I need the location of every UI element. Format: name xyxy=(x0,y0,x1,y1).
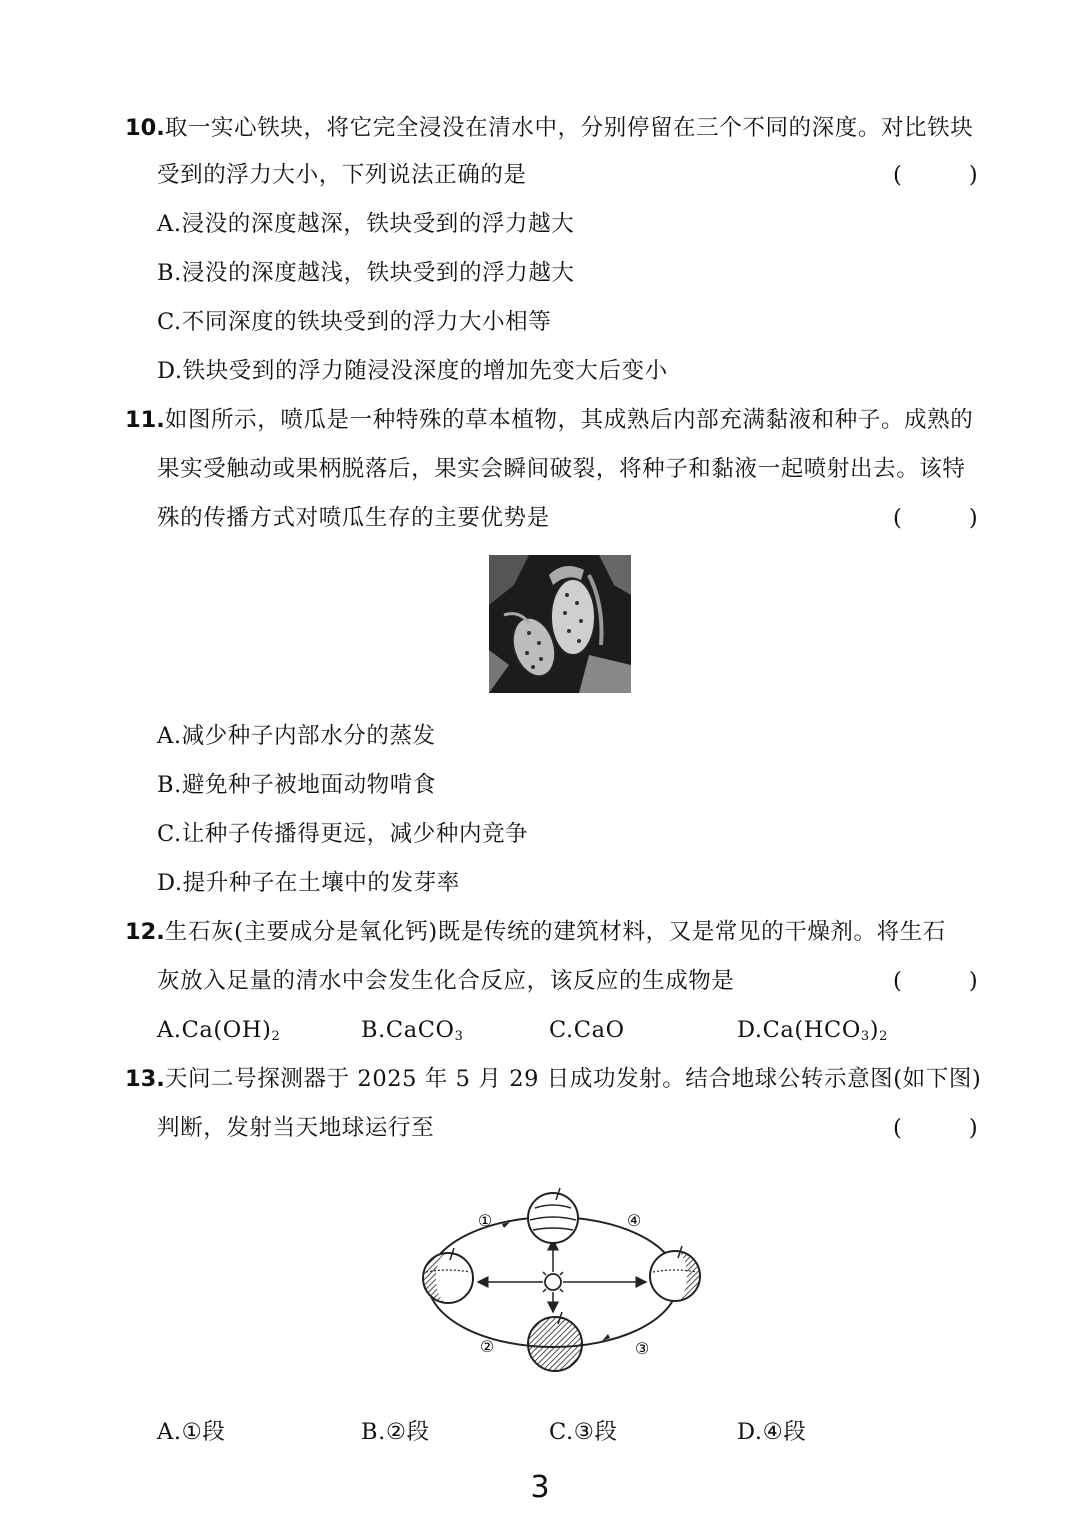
q12-option-d: $D.Ca(HCO_3)_2$ xyxy=(737,1017,889,1044)
q12-option-b: B.CaCO$_3$ xyxy=(361,1017,464,1044)
q13-stem-line2: 判断，发射当天地球运行至 xyxy=(157,1115,435,1141)
q13-option-b: B.②段 xyxy=(361,1419,430,1445)
orbit-label-4: ④ xyxy=(626,1211,642,1230)
q12-answer-paren: ( ) xyxy=(893,968,1008,994)
q13-option-a: A.①段 xyxy=(157,1419,226,1445)
q13-answer-paren: ( ) xyxy=(893,1115,1008,1141)
q11-stem-line3: 殊的传播方式对喷瓜生存的主要优势是 xyxy=(157,505,550,531)
earth-bottom xyxy=(528,1312,582,1371)
q12-number: 12. xyxy=(125,919,165,945)
q13-option-c: C.③段 xyxy=(549,1419,618,1445)
page-number: 3 xyxy=(530,1470,550,1505)
q10-number: 10. xyxy=(125,115,165,141)
q12-stem-line1: 12.生石灰(主要成分是氧化钙)既是传统的建筑材料，又是常见的干燥剂。将生石 xyxy=(125,919,946,945)
q11-option-a: A.减少种子内部水分的蒸发 xyxy=(157,723,436,749)
q10-stem-line1: 10.取一实心铁块，将它完全浸没在清水中，分别停留在三个不同的深度。对比铁块 xyxy=(125,115,974,141)
q13-number: 13. xyxy=(125,1066,165,1092)
q13-stem-line1: 13.天问二号探测器于 2025 年 5 月 29 日成功发射。结合地球公转示意图(如下图) xyxy=(125,1066,982,1092)
q11-option-d: D.提升种子在土壤中的发芽率 xyxy=(157,870,460,896)
orbit-label-3: ③ xyxy=(634,1339,650,1358)
q10-option-a: A.浸没的深度越深，铁块受到的浮力越大 xyxy=(157,211,575,237)
q12-option-a: $A.Ca(OH)_2$ xyxy=(157,1017,281,1044)
q11-stem-line2: 果实受触动或果柄脱落后，果实会瞬间破裂，将种子和黏液一起喷射出去。该特 xyxy=(157,456,966,482)
sun-icon xyxy=(539,1268,567,1296)
q10-option-b: B.浸没的深度越浅，铁块受到的浮力越大 xyxy=(157,260,575,286)
orbit-label-1: ① xyxy=(477,1211,493,1230)
q10-option-c: C.不同深度的铁块受到的浮力大小相等 xyxy=(157,309,552,335)
q10-answer-paren: ( ) xyxy=(893,162,1008,188)
q11-answer-paren: ( ) xyxy=(893,505,1008,531)
q11-option-b: B.避免种子被地面动物啃食 xyxy=(157,772,436,798)
earth-right xyxy=(650,1246,700,1301)
earth-left xyxy=(423,1248,473,1303)
squirting-cucumber-photo xyxy=(489,555,631,693)
orbit-label-2: ② xyxy=(479,1337,495,1356)
q11-option-c: C.让种子传播得更远，减少种内竞争 xyxy=(157,821,529,847)
q11-number: 11. xyxy=(125,407,165,433)
q10-option-d: D.铁块受到的浮力随浸没深度的增加先变大后变小 xyxy=(157,358,668,384)
q10-stem-line2: 受到的浮力大小，下列说法正确的是 xyxy=(157,162,527,188)
q12-stem-line2: 灰放入足量的清水中会发生化合反应，该反应的生成物是 xyxy=(157,968,735,994)
q12-option-c: C.CaO xyxy=(549,1017,625,1043)
earth-orbit-diagram xyxy=(410,1180,710,1380)
earth-top xyxy=(528,1188,578,1243)
q13-option-d: D.④段 xyxy=(737,1419,807,1445)
q11-stem-line1: 11.如图所示，喷瓜是一种特殊的草本植物，其成熟后内部充满黏液和种子。成熟的 xyxy=(125,407,974,433)
